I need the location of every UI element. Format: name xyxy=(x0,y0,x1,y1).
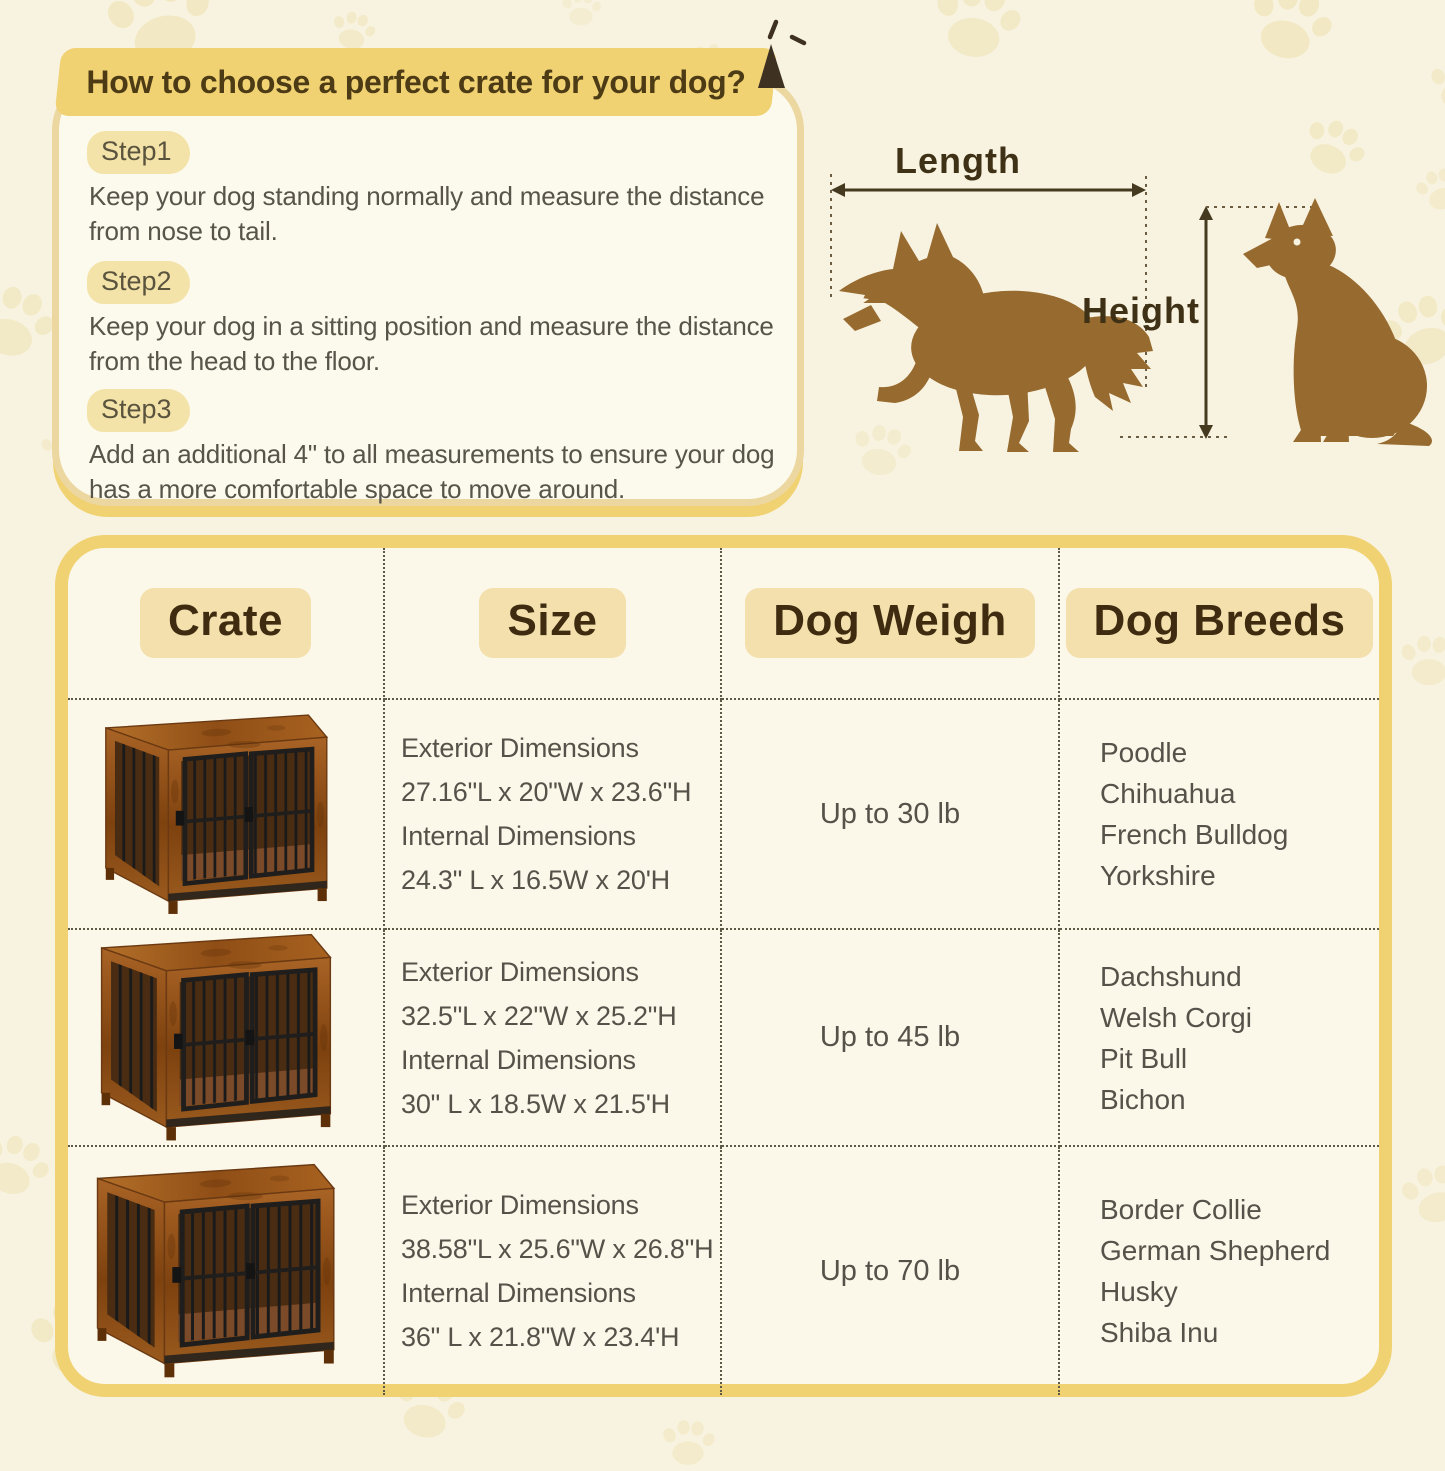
size-line: 27.16"L x 20"W x 23.6"H xyxy=(401,777,692,807)
length-label: Length xyxy=(895,140,1021,181)
step2-text: Keep your dog in a sitting position and measure the distance from the head to the floor. xyxy=(89,311,774,376)
size-chart-table xyxy=(55,535,1392,1397)
breed-item: Yorkshire xyxy=(1100,860,1216,891)
crate-photo-medium xyxy=(68,930,385,1147)
paw-print-icon xyxy=(1428,55,1445,115)
step1-text: Keep your dog standing normally and measure the distance from nose to tail. xyxy=(89,181,765,246)
how-to-card xyxy=(52,74,804,506)
breed-item: Poodle xyxy=(1100,737,1188,768)
size-cell xyxy=(385,930,722,1147)
size-line: Internal Dimensions xyxy=(401,1278,636,1308)
weight-cell: Up to 70 lb xyxy=(722,1147,1060,1395)
paw-print-icon xyxy=(660,1415,716,1471)
breeds-cell xyxy=(1060,700,1379,930)
breed-item: Bichon xyxy=(1100,1083,1186,1115)
banner-fold-icon xyxy=(745,10,815,95)
title-banner xyxy=(54,48,777,116)
weight-cell: Up to 30 lb xyxy=(722,700,1060,930)
step3-text: Add an additional 4" to all measurements to ensure your dog has a more comfortable space to move around. xyxy=(89,439,775,504)
paw-print-icon xyxy=(1393,1153,1445,1238)
header-cell-size xyxy=(385,548,722,700)
breed-item: Welsh Corgi xyxy=(1100,1001,1252,1033)
header-dog-weigh: Dog Weigh xyxy=(745,588,1034,658)
breed-item: Dachshund xyxy=(1100,960,1242,992)
breed-item: German Shepherd xyxy=(1100,1235,1331,1266)
height-label: Height xyxy=(1082,290,1200,331)
paw-print-icon xyxy=(1236,0,1343,77)
step3-pill: Step3 xyxy=(87,389,190,432)
size-line: Exterior Dimensions xyxy=(401,733,639,763)
step2-pill: Step2 xyxy=(87,261,190,304)
size-line: 24.3" L x 16.5W x 20'H xyxy=(401,865,670,895)
size-line: 38.58"L x 25.6"W x 26.8"H xyxy=(401,1234,714,1264)
header-dog-breeds: Dog Breeds xyxy=(1066,588,1374,658)
paw-print-icon xyxy=(924,0,1028,73)
size-line: 36" L x 21.8"W x 23.4'H xyxy=(401,1322,680,1352)
breeds-cell xyxy=(1060,930,1379,1147)
page-title: How to choose a perfect crate for your dog? xyxy=(86,64,746,100)
size-line: Exterior Dimensions xyxy=(401,956,639,987)
breed-item: Chihuahua xyxy=(1100,778,1236,809)
paw-print-icon xyxy=(0,1121,59,1212)
header-cell-crate xyxy=(68,548,385,700)
breed-item: Shiba Inu xyxy=(1100,1317,1219,1348)
header-crate: Crate xyxy=(140,588,311,658)
size-cell xyxy=(385,1147,722,1395)
sitting-dog-silhouette xyxy=(1237,196,1432,446)
breed-item: French Bulldog xyxy=(1100,819,1289,850)
header-cell-breeds xyxy=(1060,548,1379,700)
breed-item: Husky xyxy=(1100,1276,1178,1307)
crate-photo-large xyxy=(68,1147,385,1395)
paw-print-icon xyxy=(1398,630,1445,692)
size-line: 30" L x 18.5W x 21.5'H xyxy=(401,1088,670,1119)
breed-item: Pit Bull xyxy=(1100,1042,1188,1074)
step1-pill: Step1 xyxy=(87,131,190,174)
paw-print-icon xyxy=(560,0,602,30)
size-line: 32.5"L x 22"W x 25.2"H xyxy=(401,1000,677,1031)
weight-cell: Up to 45 lb xyxy=(722,930,1060,1147)
header-size: Size xyxy=(479,588,625,658)
size-line: Internal Dimensions xyxy=(401,1044,636,1075)
breed-item: Border Collie xyxy=(1100,1194,1262,1225)
size-line: Exterior Dimensions xyxy=(401,1190,639,1220)
crate-photo-small xyxy=(68,700,385,930)
header-cell-weight xyxy=(722,548,1060,700)
size-line: Internal Dimensions xyxy=(401,821,636,851)
size-cell xyxy=(385,700,722,930)
breeds-cell xyxy=(1060,1147,1379,1395)
